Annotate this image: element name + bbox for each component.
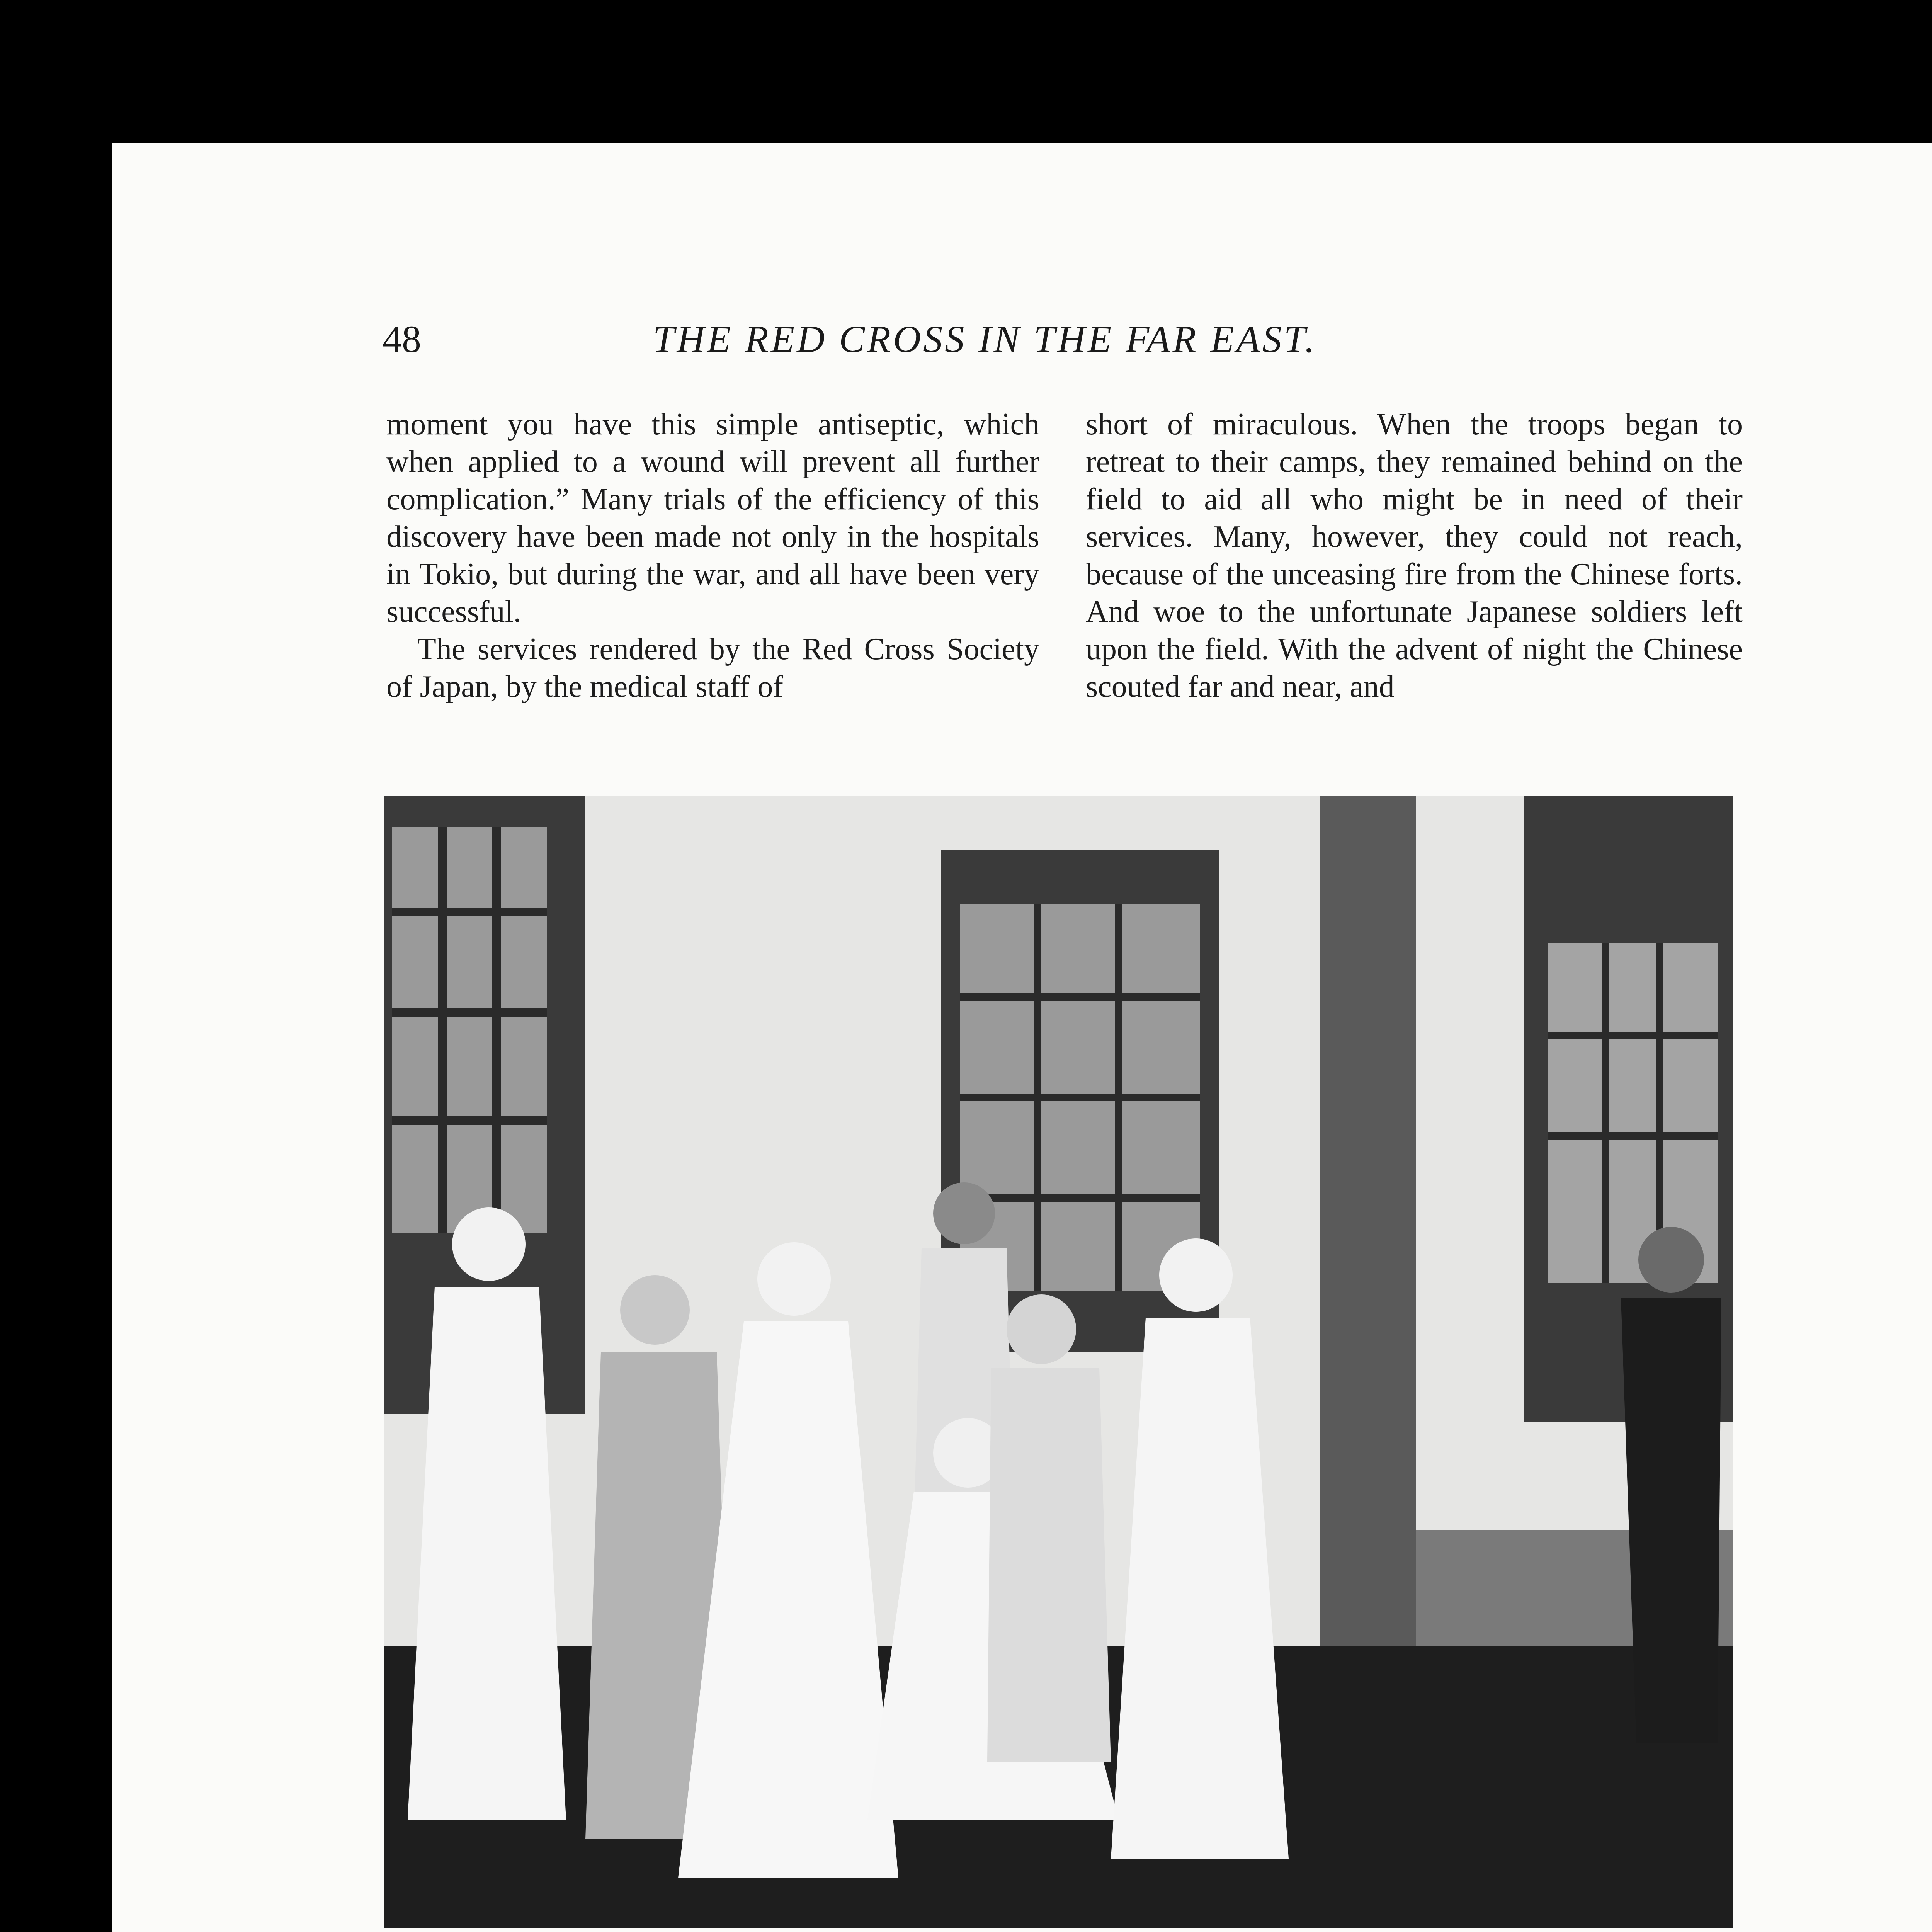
text-column-top-right <box>1086 406 1743 706</box>
text-column-top-left <box>386 406 1039 706</box>
page-number: 48 <box>383 318 421 361</box>
paragraph: short of miraculous. When the troops began to retreat to their camps, they remained behind on the field to aid all who might be in need of their services. Many, however, they could not reach, because of the unceasing fire from the Chinese forts. And woe to the unfortunate Japanese soldiers left upon the field. With the advent of night the Chinese scouted far and near, and <box>1086 407 1743 704</box>
photograph-illustration <box>384 796 1733 1928</box>
page-header <box>383 317 1743 371</box>
paragraph: moment you have this simple antiseptic, which when applied to a wound will prevent all further complication.” Many trials of the efficiency of this discovery have been made not only in the hospitals in Tokio, but during the war, and all have been very successful. <box>386 407 1039 629</box>
paragraph: The services rendered by the Red Cross Society of Japan, by the medical staff of <box>386 632 1039 704</box>
nurses-photograph <box>384 796 1733 1928</box>
running-title: THE RED CROSS IN THE FAR EAST. <box>653 318 1317 361</box>
